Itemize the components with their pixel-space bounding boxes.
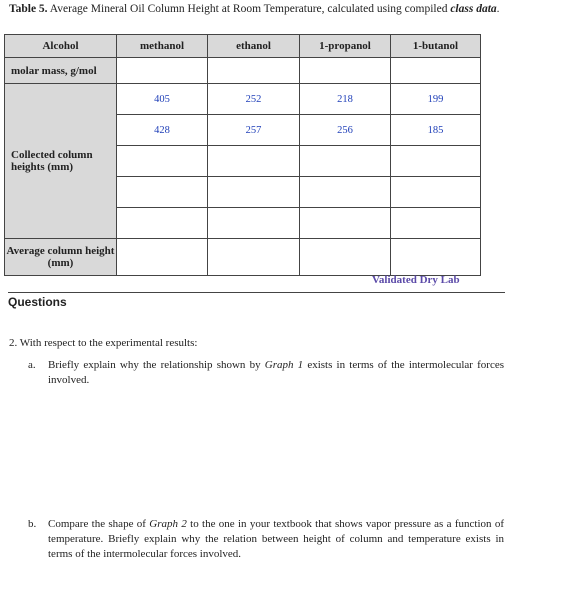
- table-cell: 252: [208, 84, 300, 115]
- caption-emph: class data: [450, 3, 497, 15]
- question-2a: [28, 358, 504, 388]
- table-cell: 218: [300, 84, 391, 115]
- table-cell[interactable]: [117, 177, 208, 208]
- average-cell[interactable]: [117, 239, 208, 276]
- table-cell: 405: [117, 84, 208, 115]
- col-header-1-butanol: 1-butanol: [391, 35, 481, 58]
- caption-text: Average Mineral Oil Column Height at Room Temperature, calculated using compiled: [47, 3, 451, 15]
- table-cell[interactable]: [208, 146, 300, 177]
- average-cell[interactable]: [208, 239, 300, 276]
- table-row: [5, 84, 481, 115]
- average-cell[interactable]: [300, 239, 391, 276]
- caption-end: .: [496, 3, 500, 15]
- col-header-ethanol: ethanol: [208, 35, 300, 58]
- molar-mass-cell[interactable]: [391, 58, 481, 84]
- corner-header: Alcohol: [5, 35, 117, 58]
- table-cell[interactable]: [391, 208, 481, 239]
- question-2a-text: [48, 358, 504, 388]
- table-caption: [9, 2, 529, 17]
- question-2a-graph-ref: Graph 1: [264, 359, 304, 371]
- question-2b: [28, 517, 504, 562]
- average-row: [5, 239, 481, 276]
- table-cell[interactable]: [208, 177, 300, 208]
- table-cell[interactable]: [300, 177, 391, 208]
- col-header-1-propanol: 1-propanol: [300, 35, 391, 58]
- molar-mass-cell[interactable]: [117, 58, 208, 84]
- molar-mass-row: [5, 58, 481, 84]
- table-cell[interactable]: [117, 208, 208, 239]
- table-cell: 199: [391, 84, 481, 115]
- caption-label: Table 5.: [9, 3, 48, 15]
- table-cell[interactable]: [117, 146, 208, 177]
- question-2b-text: [48, 517, 504, 562]
- average-cell[interactable]: [391, 239, 481, 276]
- questions-heading: Questions: [8, 292, 505, 309]
- table-cell[interactable]: [208, 208, 300, 239]
- table-cell: 185: [391, 115, 481, 146]
- molar-mass-label: molar mass, g/mol: [5, 58, 117, 84]
- question-2b-pre: Compare the shape of: [48, 518, 150, 530]
- table-cell[interactable]: [300, 208, 391, 239]
- table-cell[interactable]: [391, 146, 481, 177]
- question-2a-post: exists in terms of the intermolecular forces involved.: [48, 359, 504, 386]
- table-cell[interactable]: [300, 146, 391, 177]
- table-cell: 256: [300, 115, 391, 146]
- table-cell: 257: [208, 115, 300, 146]
- question-2b-label: b.: [28, 518, 37, 530]
- question-2a-pre: Briefly explain why the relationship shown by: [48, 359, 265, 371]
- question-2b-graph-ref: Graph 2: [149, 518, 187, 530]
- validated-stamp: Validated Dry Lab: [372, 274, 460, 286]
- collected-heights-label: Collected column heights (mm): [5, 84, 117, 239]
- molar-mass-cell[interactable]: [300, 58, 391, 84]
- data-table: [4, 34, 481, 276]
- question-2a-label: a.: [28, 359, 36, 371]
- question-2b-post: to the one in your textbook that shows vapor pressure as a function of temperature. Briefly explain why the relation between height of column and temperature exists in terms of the intermolecular forces involved.: [48, 518, 505, 560]
- table-cell[interactable]: [391, 177, 481, 208]
- table-cell: 428: [117, 115, 208, 146]
- molar-mass-cell[interactable]: [208, 58, 300, 84]
- header-row: [5, 35, 481, 58]
- question-2: 2. With respect to the experimental results:: [9, 337, 198, 349]
- average-height-label: Average column height (mm): [5, 239, 117, 276]
- col-header-methanol: methanol: [117, 35, 208, 58]
